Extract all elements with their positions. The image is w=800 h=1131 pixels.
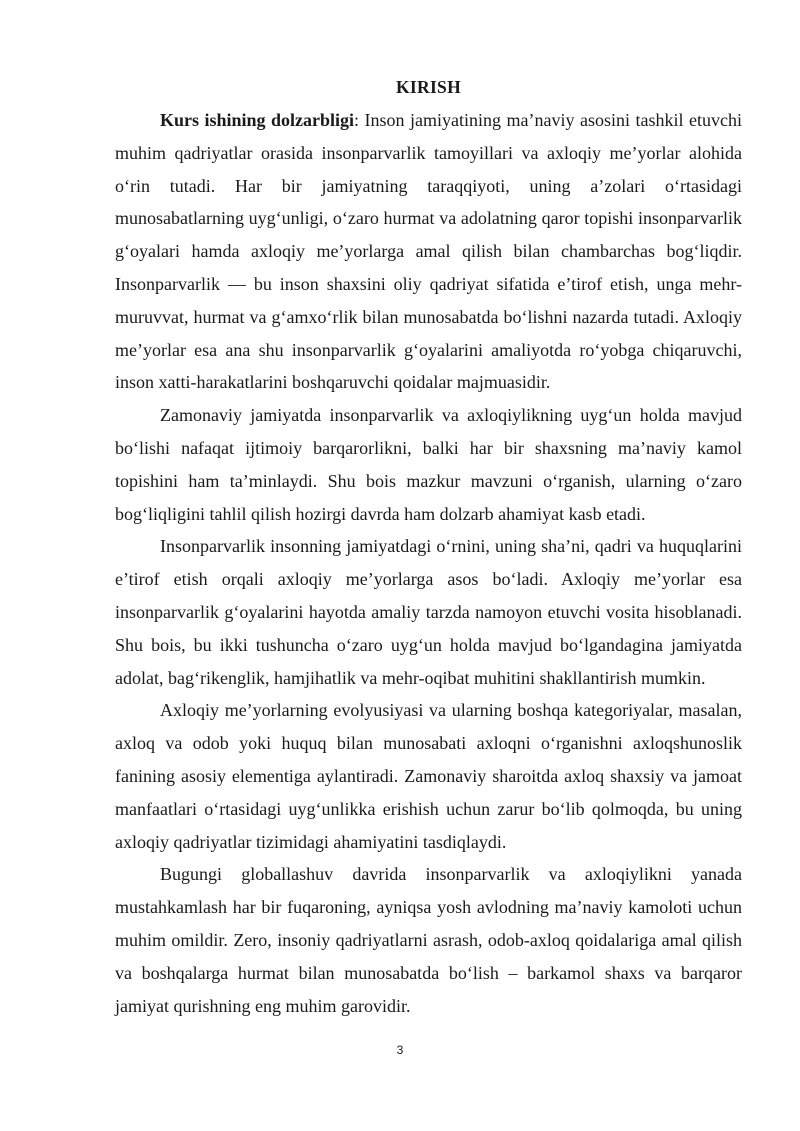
- paragraph-lead: Kurs ishining dolzarbligi: [160, 110, 355, 130]
- paragraph-text: Inson jamiyatining ma’naviy asosini tashkil etuvchi muhim qadriyatlar orasida insonparvarlik tamoyillari va axloqiy me’yorlar alohida o‘rin tutadi. Har bir jamiyatning taraqqiyoti, uning a’zolari o‘rtasidagi munosabatlarning uyg‘unligi, o‘zaro hurmat va adolatning qaror topishi insonparvarlik g‘oyalari hamda axloqiy me’yorlarga amal qilish bilan chambarchas bog‘liqdir. Insonparvarlik — bu inson shaxsini oliy qadriyat sifatida e’tirof etish, unga mehr-muruvvat, hurmat va g‘amxo‘rlik bilan munosabatda bo‘lishni nazarda tutadi. Axloqiy me’yorlar esa ana shu insonparvarlik g‘oyalarini amaliyotda ro‘yobga chiqaruvchi, inson xatti-harakatlarini boshqaruvchi qoidalar majmuasidir.: [115, 110, 742, 393]
- body-text: [115, 104, 742, 1022]
- paragraph-lead-suffix: :: [354, 110, 365, 130]
- page-title: KIRISH: [395, 77, 461, 97]
- paragraph-3: Insonparvarlik insonning jamiyatdagi o‘rnini, uning sha’ni, qadri va huquqlarini e’tirof etish orqali axloqiy me’yorlarga asos bo‘ladi. Axloqiy me’yorlar esa insonparvarlik g‘oyalarini hayotda amaliy tarzda namoyon etuvchi vosita hisoblanadi. Shu bois, bu ikki tushuncha o‘zaro uyg‘un holda mavjud bo‘lgandagina jamiyatda adolat, bag‘rikenglik, hamjihatlik va mehr-oqibat muhitini shakllantirish mumkin.: [115, 536, 742, 688]
- paragraph-1: [115, 104, 742, 399]
- page-number: 3: [396, 1043, 404, 1057]
- paragraph-5: Bugungi globallashuv davrida insonparvarlik va axloqiylikni yanada mustahkamlash har bir fuqaroning, ayniqsa yosh avlodning ma’naviy kamoloti uchun muhim omildir. Zero, insoniy qadriyatlarni asrash, odob-axloq qoidalariga amal qilish va boshqalarga hurmat bilan munosabatda bo‘lish – barkamol shaxs va barqaror jamiyat qurishning eng muhim garovidir.: [115, 864, 742, 1016]
- paragraph-4: Axloqiy me’yorlarning evolyusiyasi va ularning boshqa kategoriyalar, masalan, axloq va odob yoki huquq bilan munosabati axloqni o‘rganishni axloqshunoslik fanining asosiy elementiga aylantiradi. Zamonaviy sharoitda axloq shaxsiy va jamoat manfaatlari o‘rtasidagi uyg‘unlikka erishish uchun zarur bo‘lib qolmoqda, bu uning axloqiy qadriyatlar tizimidagi ahamiyatini tasdiqlaydi.: [115, 700, 742, 852]
- paragraph-2: Zamonaviy jamiyatda insonparvarlik va axloqiylikning uyg‘un holda mavjud bo‘lishi nafaqat ijtimoiy barqarorlikni, balki har bir shaxsning ma’naviy kamol topishini ham ta’minlaydi. Shu bois mazkur mavzuni o‘rganish, ularning o‘zaro bog‘liqligini tahlil qilish hozirgi davrda ham dolzarb ahamiyat kasb etadi.: [115, 405, 742, 524]
